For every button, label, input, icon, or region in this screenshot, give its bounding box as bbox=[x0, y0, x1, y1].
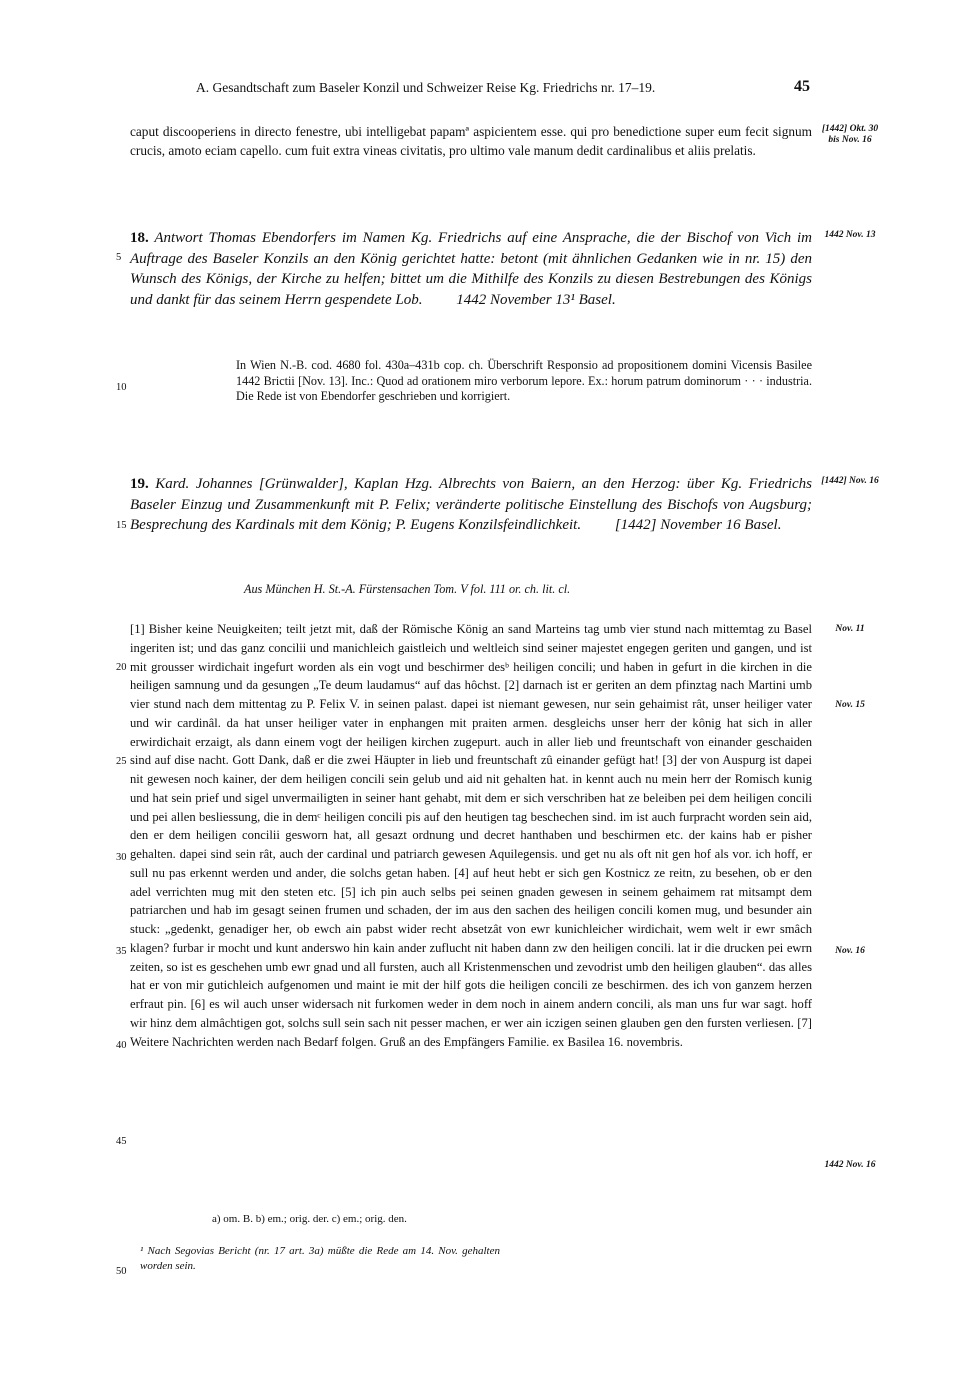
margin-note-6: Nov. 16 bbox=[835, 946, 865, 956]
margin-note-2: 1442 Nov. 13 bbox=[824, 230, 876, 240]
margin-note-4: Nov. 11 bbox=[835, 624, 865, 634]
doc18-date: 1442 November 13¹ Basel. bbox=[456, 291, 616, 308]
running-header: A. Gesandtschaft zum Baseler Konzil und Schweizer Reise Kg. Friedrichs nr. 17–19. bbox=[196, 80, 656, 95]
doc19-heading: Kard. Johannes [Grünwalder], Kaplan Hzg. Albrechts von Baiern, an den Herzog: über Kg. Friedrichs Baseler Einzug und Zusammenkunft mit P. Felix; veränderte politische Einstellung des Bischofs von Augsburg; Besprechung des Kardinals mit dem König; P. Eugens Konzilsfeindlichkeit. bbox=[130, 476, 812, 533]
doc18-heading: Antwort Thomas Ebendorfers im Namen Kg. Friedrichs auf eine Ansprache, die der Bischof von Vich im Auftrage des Baseler Konzils an den König gerichtet hatte: betont (mit ähnlichen Gedanken wie in nr. 15) den Wunsch des Königs, der Kirche zu helfen; bittet um die Mithilfe des Konzils zu diesen Bestrebungen des Königs und dankt für das seinem Herrn gespendete Lob. bbox=[130, 230, 812, 308]
line-number: 20 bbox=[116, 662, 127, 673]
line-number: 25 bbox=[116, 756, 127, 767]
margin-note-1: [1442] Okt. 30 bis Nov. 16 bbox=[821, 124, 879, 145]
doc18-source: In Wien N.-B. cod. 4680 fol. 430a–431b cop. ch. Überschrift Responsio ad propositionem domini Vicensis Basilee 1442 Brictii [Nov. 13]. Inc.: Quod ad orationem miro verborum lepore. Ex.: horum patrum dominorum · · · industria. Die Rede ist von Ebendorfer geschrieben und korrigiert. bbox=[236, 358, 812, 403]
doc19-letter-text: [1] Bisher keine Neuigkeiten; teilt jetzt mit, daß der Römische König an sand Marteins tag umb vier stund nach mittemtag zu Basel ingeriten ist; und das ganz concilii und manichleich gaistleich und weltleich sind seiner majestet engegen geriten und gangen, und ist mit grousser wirdichait ingefurt worden als ein vogt und beschirmer desᵇ heiligen concili; und haben in gefurt in die kirchen in die heiligen samnung und da gesungen „Te deum laudamus“ auf das hôchst. [2] darnach ist er geriten an dem pfinztag nach Martini umb vier stund nach dem mittentag zu P. Felix V. in seinen palast. dapei ist niemant gewesen, nur sein gehaimist rât, unser heiliger vater und wir cardinâl. da hat unser heiliger vater in enphangen mit praiten armen. desgleichs unser herr der kônig hat sich in aller erwirdichait erzaigt, als dann einem vogt der heiligen kirchen zugepurt. auch in aller lieb und freuntschaft von einander geschaiden sind auf dise nacht. Gott Dank, daß er die zwei Häupter in lieb und freuntschaft zû einander gefügt hat! [3] der von Auspurg ist dapei nit gewesen noch kainer, der dem heiligen concili sein gelub und aid nit gehalten hat. in kennt auch nu mein herr der Romisch kunig und hat sein prief und sigel unvermailigten in seiner hant gehabt, mit dem er sich verschriben hat ze beleiben pei dem heiligen concili und pei allen besliessung, die in demᶜ heiligen concili pis auf den heutigen tag beschechen sind. im ist auch furpracht worden sein aid, den er dem heiligen concilii gesworn hat, all gesazt ordnung und decret hanthaben und beschirmen etc. der kains hab er pisher gehalten. dapei sind sein rât, auch der cardinal und patriarch gewesen Aquilegensis. und get nu als oft nit gen hof als vor. ich hoff, er sull nu pas erkennt werden und ander, die solchs getan haben. [4] auf heut hebt er sich gen Kostnicz ze reitn, zu besehen, ob er den adel verrichten mug mit den steten etc. [5] ich pin auch selbs pei seinen gnaden gewesen in seinem gehaimem rat mitsampt dem patriarchen und hab im gesagt seinen frumen und schaden, der im aus den sachen des heiligen concili komen mug, und besunder ain stuck: „gedenkt, genadiger her, ob ewch ain pabst wider recht absetzât von ewr kunichleicher wirdichait, wem welt ir ewr smâch klagen? furbar ir mocht und kunt anderswo hin kain ander zuflucht nit haben dann zw den heiligen concili. lat ir die drucken pei ewrn zeiten, so ist es geschehen umb ewr gnad und all fursten, auch all Kristenmenschen und zevodrist umb den heiligen glauben“. das alles hat er von mir gutichleich aufgenomen und maint ie mit der hilf gots die heiligen concili ze beschirmen. des ich von ganzem herzen erfraut pin. [6] es wil auch unser widersach nit furkomen weder in dem noch in ainem andern concili, als man uns fur war sagt. hoff wir hinz dem almâchtigen got, solchs sull sein sach nit pesser machen, er wer ain iczigen seinen glauben gen den fursten verliesen. [7] Weitere Nachrichten werden nach Bedarf folgen. Gruß an des Empfängers Familie. ex Basilea 16. novembris. bbox=[130, 622, 812, 1049]
doc19-heading-block bbox=[130, 474, 812, 536]
doc18-number: 18. bbox=[130, 230, 149, 246]
line-number: 15 bbox=[116, 520, 127, 531]
line-number: 10 bbox=[116, 382, 127, 393]
doc18-heading-block bbox=[130, 228, 812, 310]
margin-note-7: 1442 Nov. 16 bbox=[824, 1160, 876, 1170]
line-number: 35 bbox=[116, 946, 127, 957]
line-number: 30 bbox=[116, 852, 127, 863]
line-number: 5 bbox=[116, 252, 122, 263]
doc19-source: Aus München H. St.-A. Fürstensachen Tom. V fol. 111 or. ch. lit. cl. bbox=[244, 582, 571, 596]
line-number: 50 bbox=[116, 1266, 127, 1277]
doc19-number: 19. bbox=[130, 476, 149, 492]
continuation-paragraph: caput discooperiens in directo fenestre, ubi intelligebat papamª aspicientem esse. qui pro benedictione super eum fecit signum crucis, amoto eciam capello. cum fuit extra vineas civitatis, pro ultimo vale manum dedit cardinalibus et aliis prelatis. bbox=[130, 124, 812, 158]
line-number: 45 bbox=[116, 1136, 127, 1147]
margin-note-5: Nov. 15 bbox=[835, 700, 865, 710]
page-number: 45 bbox=[794, 78, 810, 95]
line-number: 40 bbox=[116, 1040, 127, 1051]
footnote: ¹ Nach Segovias Bericht (nr. 17 art. 3a) müßte die Rede am 14. Nov. gehalten worden sein. bbox=[140, 1245, 500, 1272]
margin-note-3: [1442] Nov. 16 bbox=[821, 476, 879, 486]
critical-apparatus: a) om. B. b) em.; orig. der. c) em.; orig. den. bbox=[212, 1213, 407, 1225]
doc19-date: [1442] November 16 Basel. bbox=[614, 517, 782, 533]
